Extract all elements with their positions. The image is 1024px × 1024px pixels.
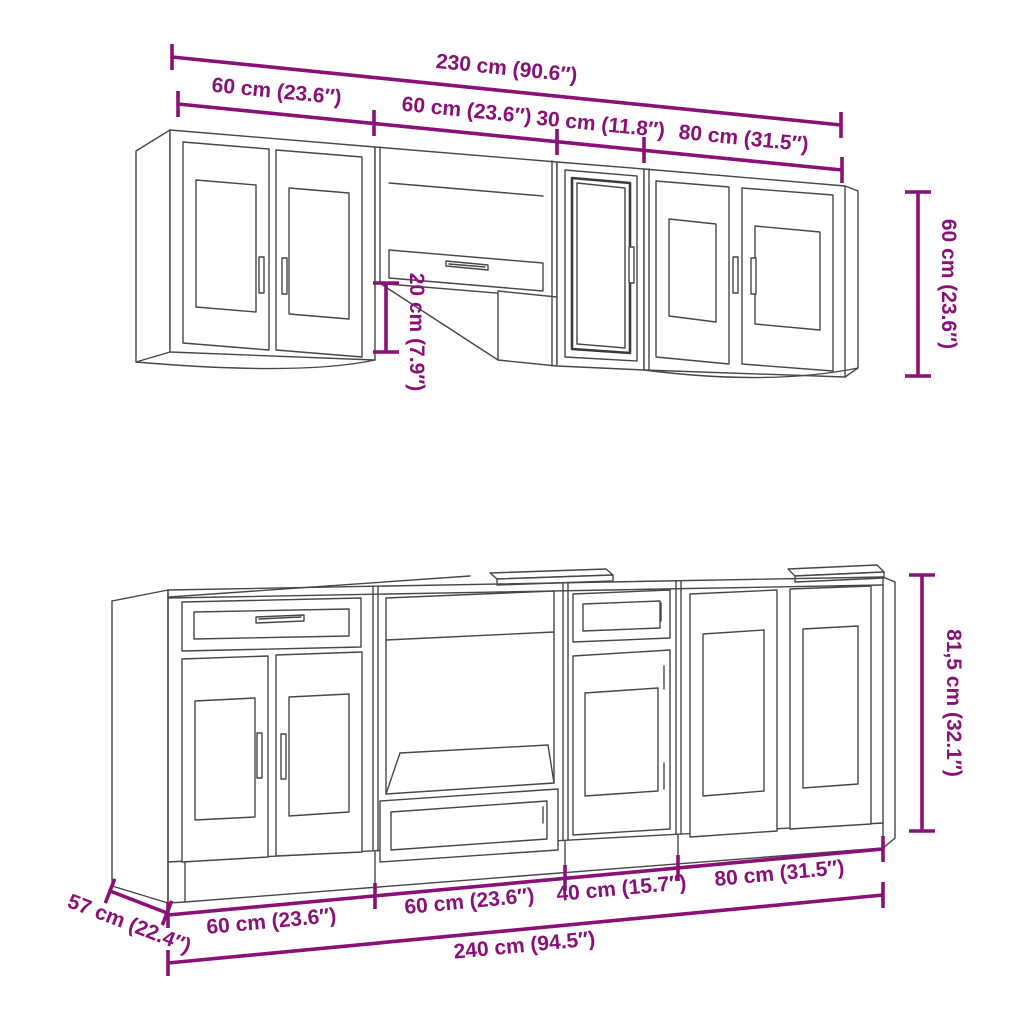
door-handle [259, 257, 264, 293]
dim-label-bottom-height: 81,5 cm (32.1″) [942, 629, 965, 777]
dim-label-bottom-seg4: 80 cm (31.5″) [713, 856, 846, 891]
door-handle [733, 257, 738, 293]
drawer-panel [194, 609, 349, 639]
right-side-sliver [883, 577, 895, 848]
door-panel [585, 688, 658, 796]
dim-label-top-seg4: 80 cm (31.5″) [677, 120, 810, 157]
dim-label-hood-gap: 20 cm (7.9″) [405, 272, 428, 392]
dim-hood-gap [373, 273, 428, 392]
base-cabinet-60-drawer-doors [182, 598, 362, 862]
dim-label-top-seg1: 60 cm (23.6″) [210, 73, 343, 110]
base-cabinet-60-oven-housing [380, 591, 558, 862]
door-right-panel [755, 226, 820, 330]
oven-opening [386, 591, 554, 794]
dim-label-bottom-seg1: 60 cm (23.6″) [205, 904, 338, 939]
door-handle [282, 258, 287, 294]
base-cabinet-80-double-door [690, 577, 895, 848]
wall-cabinet-30-glass-door [557, 162, 644, 370]
wall-cabinet-80-double-door [644, 169, 858, 378]
door-handle [629, 247, 634, 283]
wall-left-underside [136, 360, 375, 369]
glass-door [565, 170, 637, 361]
dim-label-depth: 57 cm (22.4″) [64, 889, 195, 959]
base-cabinets-row [112, 565, 895, 903]
door-right-panel [289, 694, 349, 816]
door-left-panel [669, 219, 716, 322]
wall-cabinet-60-flap [375, 147, 557, 366]
door-right-panel [289, 188, 349, 319]
dim-label-top-seg2: 60 cm (23.6″) [400, 92, 533, 129]
hood-lower-box [498, 291, 557, 366]
dim-label-bottom-seg2: 60 cm (23.6″) [403, 884, 536, 919]
door-handle [281, 734, 286, 779]
door-handle [751, 258, 756, 294]
door-left-panel [703, 630, 764, 796]
dim-top-height [905, 192, 960, 376]
door-left-panel [196, 180, 256, 312]
wall-cabinets-row [136, 130, 858, 378]
right-side-sliver [845, 186, 858, 377]
door-handle [257, 733, 262, 778]
drawer-panel [583, 601, 660, 631]
hood-underside-edge [381, 284, 498, 360]
dim-label-bottom-seg3: 40 cm (15.7″) [555, 871, 688, 906]
dim-label-bottom-overall: 240 cm (94.5″) [452, 927, 597, 964]
base-left-side-panel [112, 590, 168, 903]
door-left-panel [195, 698, 255, 820]
dim-label-top-height: 60 cm (23.6″) [937, 218, 960, 350]
wall-left-side-panel [136, 130, 170, 362]
door-right-panel [803, 626, 858, 788]
base-cabinet-40-drawer-door [573, 590, 670, 835]
dim-label-top-seg3: 30 cm (11.8″) [535, 106, 667, 143]
dim-label-top-overall: 230 cm (90.6″) [434, 49, 579, 88]
wall-cabinet-60-double-door [170, 130, 375, 360]
dim-bottom-height [909, 575, 965, 831]
